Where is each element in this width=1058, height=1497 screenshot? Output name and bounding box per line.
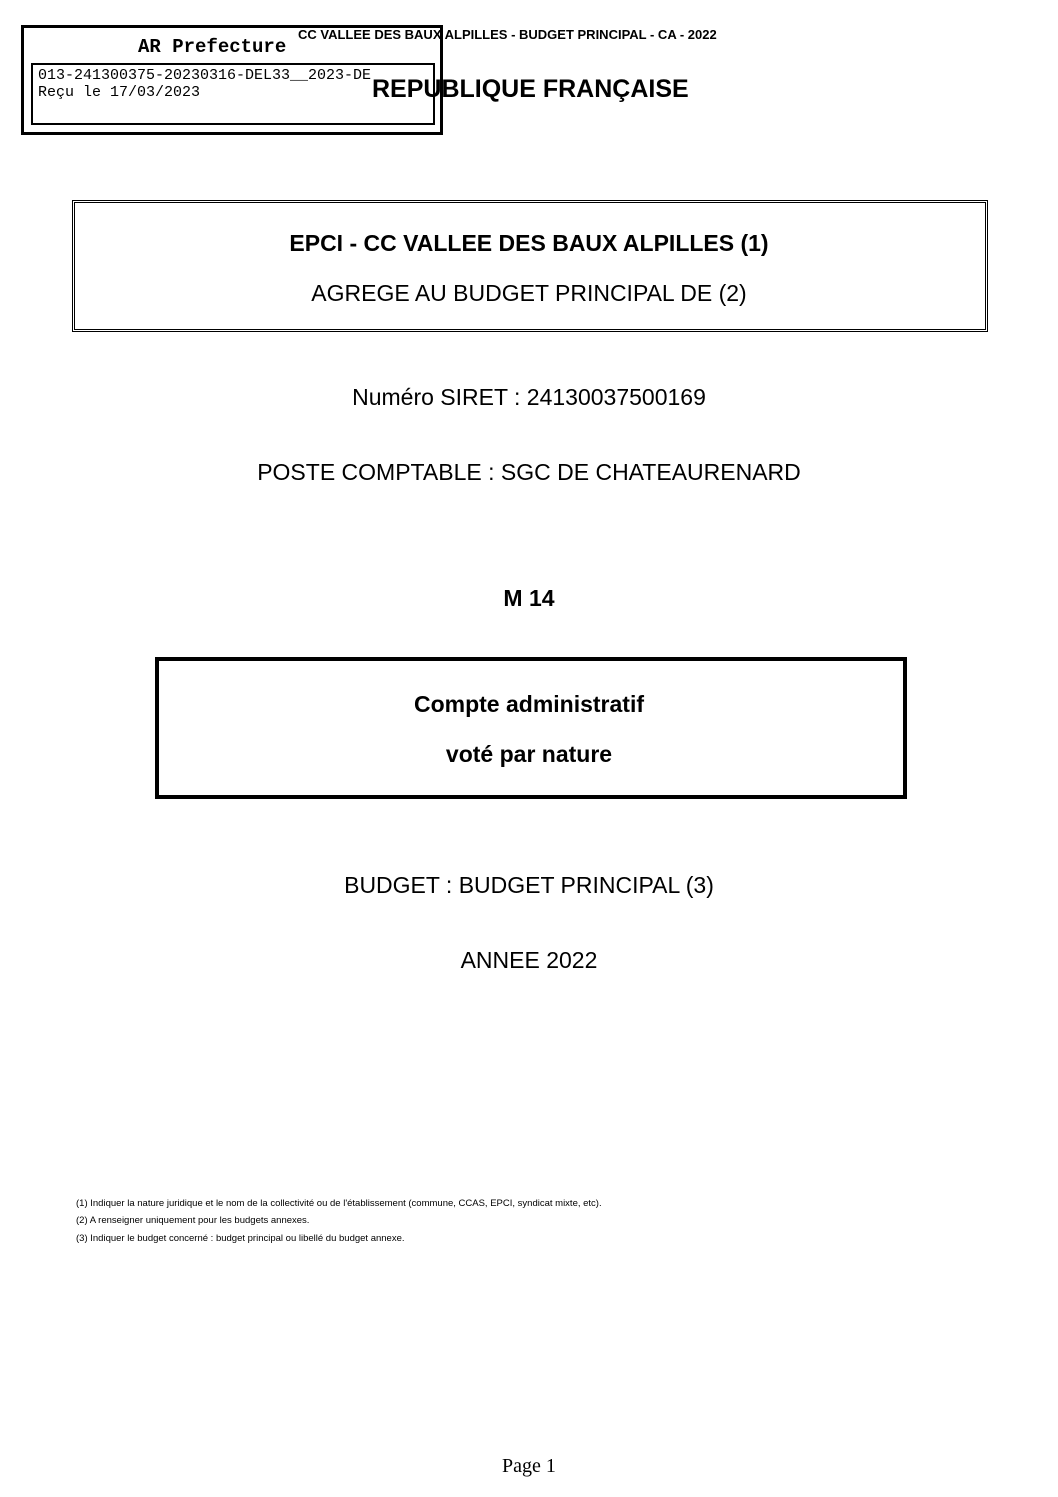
compte-box [155,657,907,799]
footnote-3: (3) Indiquer le budget concerné : budget principal ou libellé du budget annexe. [76,1233,405,1244]
stamp-received-date: Reçu le 17/03/2023 [38,84,201,101]
footnote-1: (1) Indiquer la nature juridique et le nom de la collectivité ou de l'établissement (commune, CCAS, EPCI, syndicat mixte, etc). [76,1198,602,1209]
poste-comptable: POSTE COMPTABLE : SGC DE CHATEAURENARD [257,459,801,485]
budget-label: BUDGET : BUDGET PRINCIPAL (3) [344,872,714,898]
entity-box [72,200,988,332]
compte-subtitle: voté par nature [445,741,613,767]
siret-number: Numéro SIRET : 24130037500169 [352,384,706,410]
entity-aggregate: AGREGE AU BUDGET PRINCIPAL DE (2) [311,280,747,306]
country-heading: REPUBLIQUE FRANÇAISE [372,75,689,103]
stamp-title: AR Prefecture [138,36,287,58]
footnote-2: (2) A renseigner uniquement pour les budgets annexes. [76,1215,310,1226]
stamp-reference: 013-241300375-20230316-DEL33__2023-DE [38,67,372,84]
page-number: Page 1 [502,1455,556,1477]
entity-name: EPCI - CC VALLEE DES BAUX ALPILLES (1) [289,230,769,256]
document-header-title: CC VALLEE DES BAUX ALPILLES - BUDGET PRINCIPAL - CA - 2022 [298,27,717,42]
compte-title: Compte administratif [413,691,645,717]
nomenclature: M 14 [503,585,555,611]
year-label: ANNEE 2022 [460,947,598,973]
